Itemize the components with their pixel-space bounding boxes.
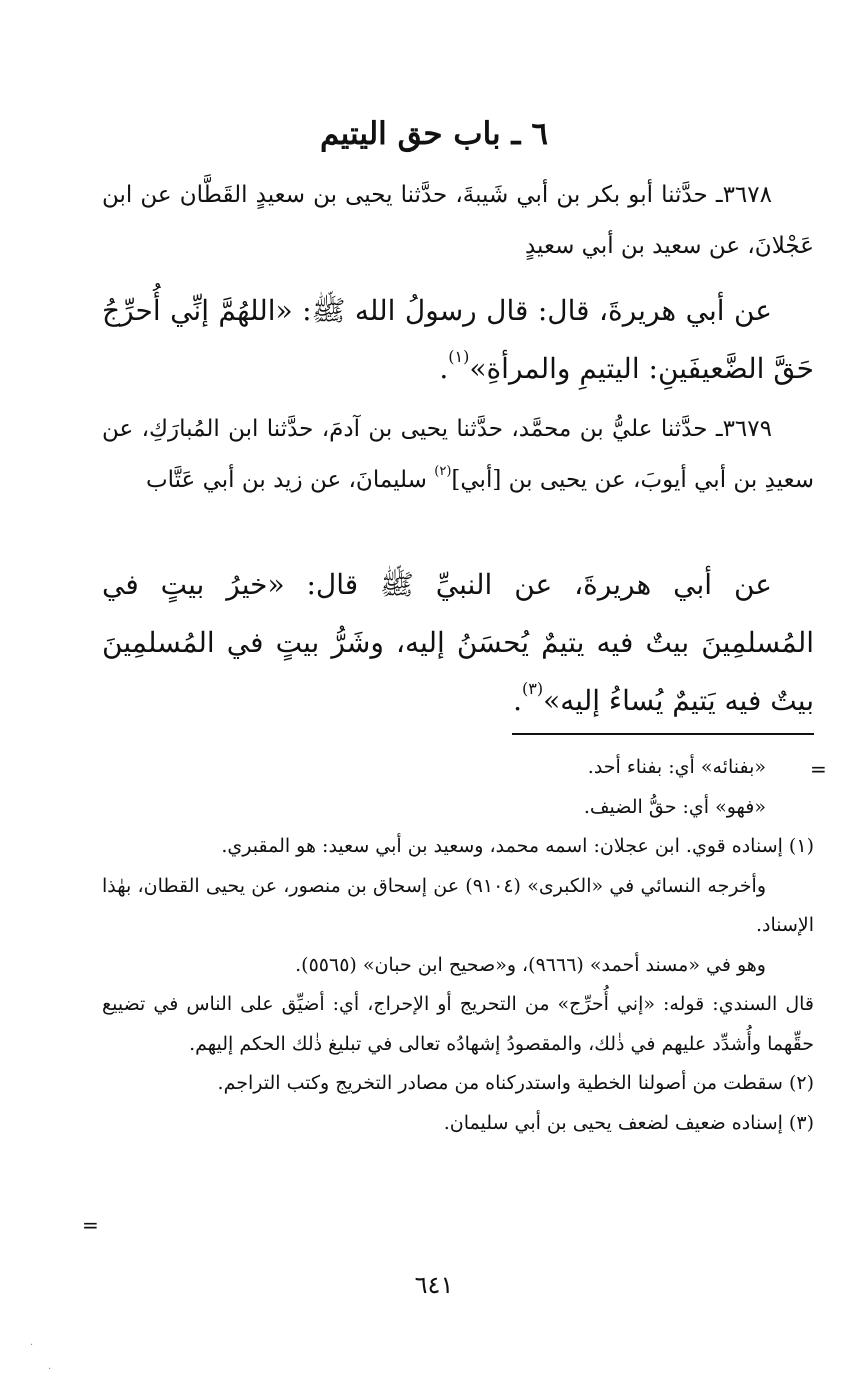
hadith-3678-matn: عن أبي هريرةَ، قال: قال رسولُ الله ﷺ: «اللهُمَّ إنِّي أُحرِّجُ حَقَّ الضَّعيفَينِ: اليتيمِ والمرأةِ»$^{(١)}$. xyxy=(102,294,814,385)
scan-speck: · xyxy=(30,1340,34,1351)
hadith-3678-isnad: ٣٦٧٨ـ حدَّثنا أبو بكر بن أبي شَيبةَ، حدَّثنا يحيى بن سعيدٍ القَطَّان عن ابن عَجْلانَ، عن سعيد بن أبي سعيدٍ xyxy=(102,182,814,259)
footnotes xyxy=(102,748,814,1143)
hadith-3679-text: عن أبي هريرةَ، عن النبيِّ ﷺ قال: «خيرُ بيتٍ في المُسلمِينَ بيتٌ فيه يتيمٌ يُحسَنُ إليه، وشَرُّ بيتٍ في المُسلمِينَ بيتٌ فيه يَتيمٌ يُساءُ إليه» xyxy=(102,568,814,717)
footnote-2: (٢) سقطت من أصولنا الخطية واستدركناه من مصادر التخريج وكتب التراجم. xyxy=(217,1072,814,1094)
footnote-1-sindi: قال السندي: قوله: «إني أُحرِّج» من التحريج أو الإحراج، أي: أضيِّق على الناس في تضييع حقِّهما وأُشدِّد عليهم في ذٰلك، والمقصودُ إشهادُه تعالى في تبليغ ذٰلك الحكم إليهم. xyxy=(102,993,814,1055)
footnote-1-takhrij: وأخرجه النسائي في «الكبرى» (٩١٠٤) عن إسحاق بن منصور، عن يحيى القطان، بهٰذا الإسناد. xyxy=(102,874,814,936)
footnote-ref-1[interactable]: (١) xyxy=(448,347,470,366)
footnote-ref-3[interactable]: (٣) xyxy=(522,679,544,698)
hadith-3679-isnad-part-a: ٣٦٧٩ـ حدَّثنا عليُّ بن محمَّد، حدَّثنا يحيى بن آدمَ، حدَّثنا ابن المُبارَكِ، عن سعيدِ بن أبي أيوبَ، عن يحيى بن [أبي] xyxy=(102,416,814,493)
hadith-3678-text: عن أبي هريرةَ، قال: قال رسولُ الله ﷺ: «اللهُمَّ إنِّي أُحرِّجُ حَقَّ الضَّعيفَينِ: اليتيمِ والمرأةِ» xyxy=(102,294,814,385)
footnote-ref-2[interactable]: (٢) xyxy=(434,464,452,479)
continuation-mark-start: = xyxy=(810,757,827,781)
hadith-3679-isnad xyxy=(102,404,814,506)
footnote-1-musnad: وهو في «مسند أحمد» (٩٦٦٦)، و«صحيح ابن حبان» (٥٥٦٥). xyxy=(295,953,766,976)
footnote-1: (١) إسناده قوي. ابن عجلان: اسمه محمد، وسعيد بن أبي سعيد: هو المقبري. xyxy=(221,835,814,857)
continuation-mark-end: = xyxy=(82,1213,99,1237)
chapter-title: ٦ ـ باب حق اليتيم xyxy=(320,116,548,152)
scan-speck: · xyxy=(48,1364,52,1375)
footnote-3: (٣) إسناده ضعيف لضعف يحيى بن أبي سليمان. xyxy=(443,1111,814,1134)
footnote-divider xyxy=(512,733,814,735)
footnote-continuation-1: «بفنائه» أي: بفناء أحد. xyxy=(587,756,766,778)
hadith-3679-isnad-part-b: سليمانَ، عن زيد بن أبي عَتَّاب xyxy=(145,467,435,493)
hadith-3679-matn: عن أبي هريرةَ، عن النبيِّ ﷺ قال: «خيرُ بيتٍ في المُسلمِينَ بيتٌ فيه يتيمٌ يُحسَنُ إليه، وشَرُّ بيتٍ في المُسلمِينَ بيتٌ فيه يَتيمٌ يُساءُ إليه»$^{(٣)}$. xyxy=(102,568,814,717)
page-number: ٦٤١ xyxy=(414,1271,454,1299)
footnote-continuation-2: «فهو» أي: حقُّ الضيف. xyxy=(583,795,766,818)
